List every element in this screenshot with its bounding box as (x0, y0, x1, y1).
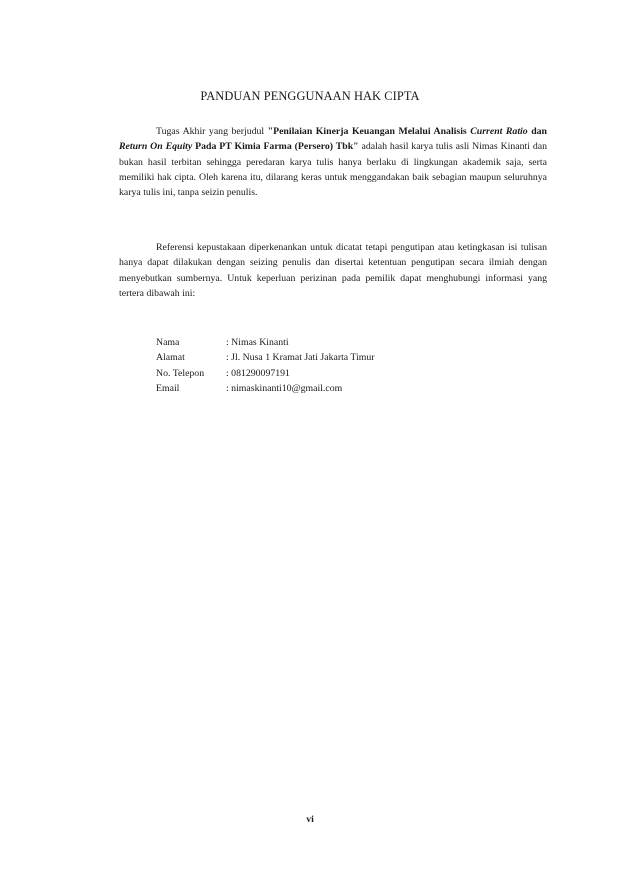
thesis-title-part1: "Penilaian Kinerja Keuangan Melalui Analisis (267, 126, 471, 137)
page-title: PANDUAN PENGGUNAAN HAK CIPTA (200, 89, 420, 103)
contact-value: : 081290097191 (226, 367, 290, 379)
paragraph-reference-text: Referensi kepustakaan diperkenankan untuk dicatat tetapi pengutipan atau ketingkasan isi tulisan hanya dapat dilakukan dengan seizing penulis dan disertai ketentuan pengutipan secara ilmiah dengan menyebutkan sumbernya. Untuk keperluan perizinan pada pemilik dapat menghubungi informasi yang tertera dibawah ini: (119, 242, 547, 299)
contact-label: Alamat (156, 352, 185, 364)
contact-info (156, 335, 375, 396)
paragraph-rest: adalah hasil karya tulis asli Nimas Kinanti dan bukan hasil terbitan sehingga peredaran karya tulis hanya berlaku di lingkungan akademik saja, serta memiliki hak cipta. Oleh karena itu, dilarang keras untuk menggandakan baik sebagian maupun seluruhnya karya tulis ini, tanpa seizin penulis. (119, 141, 547, 199)
contact-value: : Jl. Nusa 1 Kramat Jati Jakarta Timur (226, 352, 375, 364)
contact-label: No. Telepon (156, 367, 205, 379)
contact-value: : nimaskinanti10@gmail.com (226, 382, 343, 394)
thesis-title-part2: Pada PT Kimia Farma (Persero) Tbk" (192, 141, 359, 153)
contact-row-address (156, 350, 375, 365)
paragraph-reference-policy (119, 240, 547, 301)
page-number: vi (306, 814, 314, 825)
paragraph-copyright-statement (119, 124, 547, 200)
contact-label: Email (156, 382, 180, 394)
thesis-title-italic1: Current Ratio (470, 126, 528, 137)
contact-row-email (156, 381, 375, 396)
contact-value: : Nimas Kinanti (226, 337, 289, 348)
contact-row-phone (156, 366, 375, 381)
paragraph-lead: Tugas Akhir yang berjudul (156, 126, 268, 137)
thesis-title-italic2: Return On Equity (119, 141, 193, 153)
thesis-title-and: dan (527, 126, 547, 137)
contact-label: Nama (156, 337, 180, 348)
contact-row-name (156, 335, 375, 350)
